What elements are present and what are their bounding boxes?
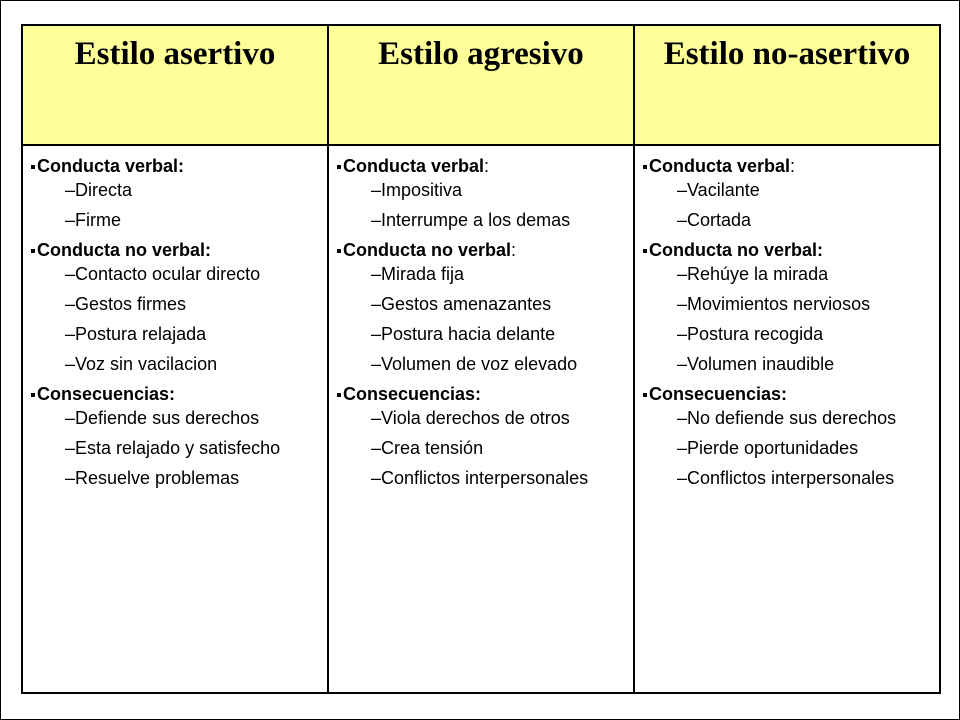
square-bullet-icon: [643, 393, 647, 397]
dash-prefix: –: [65, 294, 76, 314]
dash-prefix: –: [371, 264, 382, 284]
section-title: [643, 238, 935, 262]
section: [337, 382, 629, 490]
section-title: [337, 382, 629, 406]
list-item-text: Voz sin vacilacion: [75, 354, 218, 374]
cell-agresivo: [328, 145, 634, 693]
square-bullet-icon: [337, 249, 341, 253]
item-list: [31, 406, 323, 490]
section-title: [31, 382, 323, 406]
section: [337, 238, 629, 376]
header-estilo-asertivo: Estilo asertivo: [22, 25, 328, 145]
list-item-text: Firme: [75, 210, 122, 230]
dash-prefix: –: [677, 354, 688, 374]
dash-prefix: –: [65, 180, 76, 200]
list-item: [337, 292, 629, 316]
dash-prefix: –: [65, 264, 76, 284]
list-item: [31, 208, 323, 232]
item-list: [31, 262, 323, 376]
list-item-text: Movimientos nerviosos: [687, 294, 871, 314]
dash-prefix: –: [371, 408, 382, 428]
list-item: [643, 178, 935, 202]
list-item-text: Gestos firmes: [75, 294, 187, 314]
section-title: [31, 238, 323, 262]
list-item-text: Esta relajado y satisfecho: [75, 438, 281, 458]
item-list: [337, 178, 629, 232]
section-title-suffix: :: [511, 240, 517, 260]
list-item: [337, 466, 629, 490]
item-list: [643, 178, 935, 232]
dash-prefix: –: [371, 354, 382, 374]
item-list: [643, 262, 935, 376]
list-item-text: Viola derechos de otros: [381, 408, 570, 428]
list-item-text: Postura hacia delante: [381, 324, 556, 344]
dash-prefix: –: [65, 468, 76, 488]
list-item-text: Interrumpe a los demas: [381, 210, 571, 230]
dash-prefix: –: [371, 438, 382, 458]
header-estilo-no-asertivo: Estilo no-asertivo: [634, 25, 940, 145]
list-item: [337, 436, 629, 460]
dash-prefix: –: [371, 324, 382, 344]
section: [31, 238, 323, 376]
section-title: [643, 154, 935, 178]
square-bullet-icon: [31, 165, 35, 169]
list-item-text: Pierde oportunidades: [687, 438, 859, 458]
list-item: [337, 322, 629, 346]
section-title-bold: Conducta verbal:: [37, 156, 185, 176]
list-item: [643, 352, 935, 376]
section-title-bold: Conducta no verbal: [343, 240, 512, 260]
list-item-text: Crea tensión: [381, 438, 484, 458]
dash-prefix: –: [371, 210, 382, 230]
section-title-suffix: :: [790, 156, 796, 176]
list-item: [643, 406, 935, 430]
section-title-bold: Conducta verbal: [649, 156, 791, 176]
item-list: [643, 406, 935, 490]
list-item: [31, 466, 323, 490]
square-bullet-icon: [643, 165, 647, 169]
item-list: [337, 262, 629, 376]
dash-prefix: –: [65, 438, 76, 458]
square-bullet-icon: [31, 393, 35, 397]
dash-prefix: –: [65, 408, 76, 428]
header-estilo-agresivo: Estilo agresivo: [328, 25, 634, 145]
section-title-bold: Conducta verbal: [343, 156, 485, 176]
square-bullet-icon: [337, 165, 341, 169]
dash-prefix: –: [371, 294, 382, 314]
section-title-bold: Conducta no verbal:: [649, 240, 824, 260]
list-item-text: No defiende sus derechos: [687, 408, 897, 428]
square-bullet-icon: [337, 393, 341, 397]
dash-prefix: –: [677, 438, 688, 458]
square-bullet-icon: [31, 249, 35, 253]
list-item-text: Mirada fija: [381, 264, 465, 284]
list-item: [31, 178, 323, 202]
cell-asertivo: [22, 145, 328, 693]
dash-prefix: –: [677, 294, 688, 314]
list-item-text: Defiende sus derechos: [75, 408, 260, 428]
section: [643, 154, 935, 232]
list-item: [337, 352, 629, 376]
header-row: [22, 25, 940, 145]
list-item-text: Rehúye la mirada: [687, 264, 829, 284]
list-item: [31, 436, 323, 460]
dash-prefix: –: [677, 324, 688, 344]
section: [337, 154, 629, 232]
section-title: [337, 154, 629, 178]
section-title: [643, 382, 935, 406]
section: [643, 382, 935, 490]
section-title-bold: Conducta no verbal:: [37, 240, 212, 260]
section: [643, 238, 935, 376]
list-item: [31, 352, 323, 376]
section-title-bold: Consecuencias:: [649, 384, 788, 404]
dash-prefix: –: [371, 180, 382, 200]
list-item-text: Contacto ocular directo: [75, 264, 261, 284]
list-item: [31, 322, 323, 346]
communication-styles-table: [21, 24, 941, 694]
list-item: [643, 208, 935, 232]
dash-prefix: –: [65, 354, 76, 374]
list-item: [31, 292, 323, 316]
list-item-text: Postura recogida: [687, 324, 824, 344]
list-item: [643, 322, 935, 346]
cell-no-asertivo: [634, 145, 940, 693]
dash-prefix: –: [677, 180, 688, 200]
list-item-text: Gestos amenazantes: [381, 294, 552, 314]
section: [31, 154, 323, 232]
list-item: [337, 406, 629, 430]
section-title-suffix: :: [484, 156, 490, 176]
list-item-text: Conflictos interpersonales: [687, 468, 895, 488]
item-list: [337, 406, 629, 490]
square-bullet-icon: [643, 249, 647, 253]
list-item: [643, 262, 935, 286]
list-item: [337, 262, 629, 286]
list-item: [337, 208, 629, 232]
section: [31, 382, 323, 490]
section-title-bold: Consecuencias:: [37, 384, 176, 404]
dash-prefix: –: [677, 408, 688, 428]
list-item-text: Conflictos interpersonales: [381, 468, 589, 488]
dash-prefix: –: [65, 324, 76, 344]
list-item: [337, 178, 629, 202]
list-item: [643, 466, 935, 490]
dash-prefix: –: [371, 468, 382, 488]
dash-prefix: –: [65, 210, 76, 230]
item-list: [31, 178, 323, 232]
list-item-text: Volumen inaudible: [687, 354, 835, 374]
list-item: [31, 406, 323, 430]
list-item-text: Cortada: [687, 210, 752, 230]
list-item-text: Resuelve problemas: [75, 468, 240, 488]
list-item-text: Volumen de voz elevado: [381, 354, 578, 374]
list-item-text: Vacilante: [687, 180, 760, 200]
section-title: [337, 238, 629, 262]
list-item: [643, 292, 935, 316]
list-item-text: Postura relajada: [75, 324, 207, 344]
list-item: [31, 262, 323, 286]
content-row: [22, 145, 940, 693]
list-item-text: Impositiva: [381, 180, 463, 200]
section-title: [31, 154, 323, 178]
dash-prefix: –: [677, 264, 688, 284]
dash-prefix: –: [677, 468, 688, 488]
list-item: [643, 436, 935, 460]
list-item-text: Directa: [75, 180, 133, 200]
section-title-bold: Consecuencias:: [343, 384, 482, 404]
dash-prefix: –: [677, 210, 688, 230]
